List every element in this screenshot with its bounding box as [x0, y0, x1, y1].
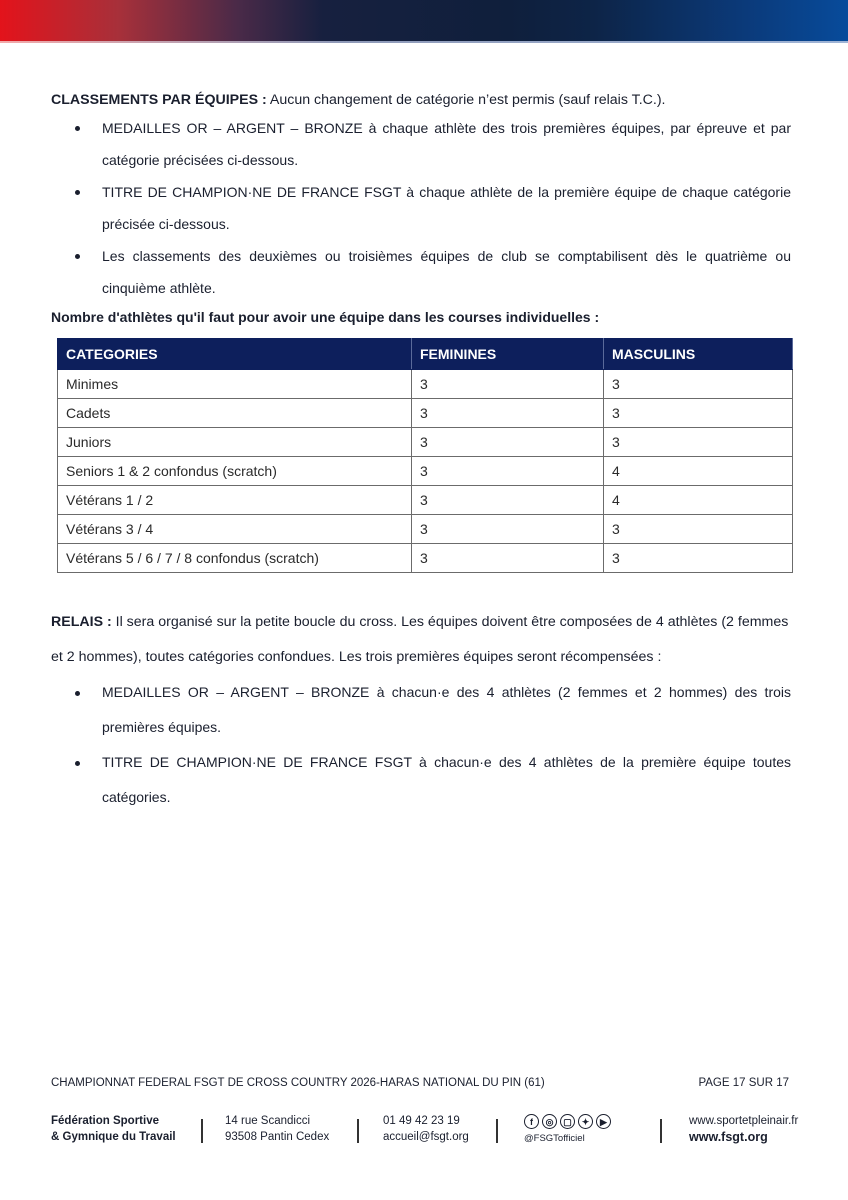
bullet-icon — [75, 691, 80, 696]
cell-feminines: 3 — [412, 544, 604, 573]
cell-feminines: 3 — [412, 515, 604, 544]
page-number: PAGE 17 SUR 17 — [698, 1077, 789, 1089]
cell-feminines: 3 — [412, 428, 604, 457]
footer-divider — [660, 1119, 662, 1143]
section-relais-text — [51, 605, 791, 675]
cell-category: Seniors 1 & 2 confondus (scratch) — [58, 457, 412, 486]
list-item — [51, 675, 791, 745]
section-equipes-heading: CLASSEMENTS PAR ÉQUIPES : — [51, 92, 267, 108]
cell-masculins: 3 — [604, 515, 793, 544]
cell-masculins: 4 — [604, 457, 793, 486]
cell-masculins: 3 — [604, 544, 793, 573]
instagram-icon[interactable]: ◎ — [542, 1114, 557, 1129]
footer-divider — [496, 1119, 498, 1143]
org-line-2: & Gymnique du Travail — [51, 1131, 176, 1143]
footer-divider — [357, 1119, 359, 1143]
table-row — [58, 370, 793, 399]
list-item-text: TITRE DE CHAMPION·NE DE FRANCE FSGT à chacun·e des 4 athlètes de la première équipe toutes catégories. — [102, 754, 791, 805]
cell-category: Minimes — [58, 370, 412, 399]
section-equipes-title — [51, 88, 791, 112]
contact — [383, 1113, 469, 1145]
phone-number: 01 49 42 23 19 — [383, 1115, 460, 1127]
categories-table — [57, 338, 793, 573]
cell-feminines: 3 — [412, 486, 604, 515]
bullet-icon — [75, 761, 80, 766]
table-row — [58, 544, 793, 573]
list-item-text: TITRE DE CHAMPION·NE DE FRANCE FSGT à chaque athlète de la première équipe de chaque catégorie précisée ci-dessous. — [102, 184, 791, 232]
section-relais-intro: Il sera organisé sur la petite boucle du cross. Les équipes doivent être composées de 4 athlètes (2 femmes et 2 hommes), toutes catégories confondues. Les trois premières équipes seront récompensées : — [51, 614, 789, 665]
cell-masculins: 3 — [604, 370, 793, 399]
bullet-icon — [75, 190, 80, 195]
page-content — [51, 88, 791, 815]
list-item — [51, 745, 791, 815]
table-row — [58, 457, 793, 486]
section-relais-heading: RELAIS : — [51, 614, 112, 630]
website-link-fsgt[interactable]: www.fsgt.org — [689, 1130, 768, 1144]
footer — [51, 1113, 841, 1153]
list-item — [51, 176, 791, 240]
address-line-2: 93508 Pantin Cedex — [225, 1131, 330, 1143]
document-title: CHAMPIONNAT FEDERAL FSGT DE CROSS COUNTRY 2026-HARAS NATIONAL DU PIN (61) — [51, 1077, 545, 1089]
list-item — [51, 240, 791, 304]
bullet-icon — [75, 126, 80, 131]
footer-title-line — [51, 1077, 789, 1089]
list-item-text: MEDAILLES OR – ARGENT – BRONZE à chaque athlète des trois premières équipes, par épreuve et par catégorie précisées ci-dessous. — [102, 120, 791, 168]
cell-feminines: 3 — [412, 457, 604, 486]
table-row — [58, 399, 793, 428]
cell-masculins: 4 — [604, 486, 793, 515]
equipes-bullet-list — [51, 112, 791, 304]
section-equipes-intro: Aucun changement de catégorie n’est permis (sauf relais T.C.). — [266, 92, 666, 108]
cell-category: Vétérans 1 / 2 — [58, 486, 412, 515]
column-header-categories: CATEGORIES — [58, 339, 412, 370]
email-link[interactable]: accueil@fsgt.org — [383, 1131, 469, 1143]
cell-category: Juniors — [58, 428, 412, 457]
org-line-1: Fédération Sportive — [51, 1115, 159, 1127]
organization-name — [51, 1113, 176, 1145]
cell-feminines: 3 — [412, 399, 604, 428]
cell-masculins: 3 — [604, 399, 793, 428]
table-caption: Nombre d'athlètes qu'il faut pour avoir une équipe dans les courses individuelles : — [51, 309, 600, 325]
bullet-icon — [75, 254, 80, 259]
table-row — [58, 428, 793, 457]
table-row — [58, 515, 793, 544]
footer-divider — [201, 1119, 203, 1143]
list-item-text: Les classements des deuxièmes ou troisièmes équipes de club se comptabilisent dès le quatrième ou cinquième athlète. — [102, 248, 791, 296]
header-gradient-bar — [0, 0, 848, 41]
cell-category: Vétérans 3 / 4 — [58, 515, 412, 544]
address-line-1: 14 rue Scandicci — [225, 1115, 311, 1127]
column-header-feminines: FEMININES — [412, 339, 604, 370]
youtube-icon[interactable]: ▶ — [596, 1114, 611, 1129]
list-item — [51, 112, 791, 176]
cell-category: Cadets — [58, 399, 412, 428]
cell-feminines: 3 — [412, 370, 604, 399]
twitter-icon[interactable]: ✦ — [578, 1114, 593, 1129]
cell-masculins: 3 — [604, 428, 793, 457]
social-handle: @FSGTofficiel — [524, 1133, 585, 1144]
website-link-sportetpleinair[interactable]: www.sportetpleinair.fr — [689, 1115, 799, 1127]
cell-category: Vétérans 5 / 6 / 7 / 8 confondus (scratch) — [58, 544, 412, 573]
twitch-icon[interactable]: ▢ — [560, 1114, 575, 1129]
address — [225, 1113, 329, 1145]
list-item-text: MEDAILLES OR – ARGENT – BRONZE à chacun·e des 4 athlètes (2 femmes et 2 hommes) des trois premières équipes. — [102, 684, 791, 735]
websites — [689, 1113, 798, 1145]
table-row — [58, 486, 793, 515]
facebook-icon[interactable]: f — [524, 1114, 539, 1129]
social-links — [524, 1113, 611, 1147]
column-header-masculins: MASCULINS — [604, 339, 793, 370]
relais-bullet-list — [51, 675, 791, 815]
table-header-row — [58, 339, 793, 370]
